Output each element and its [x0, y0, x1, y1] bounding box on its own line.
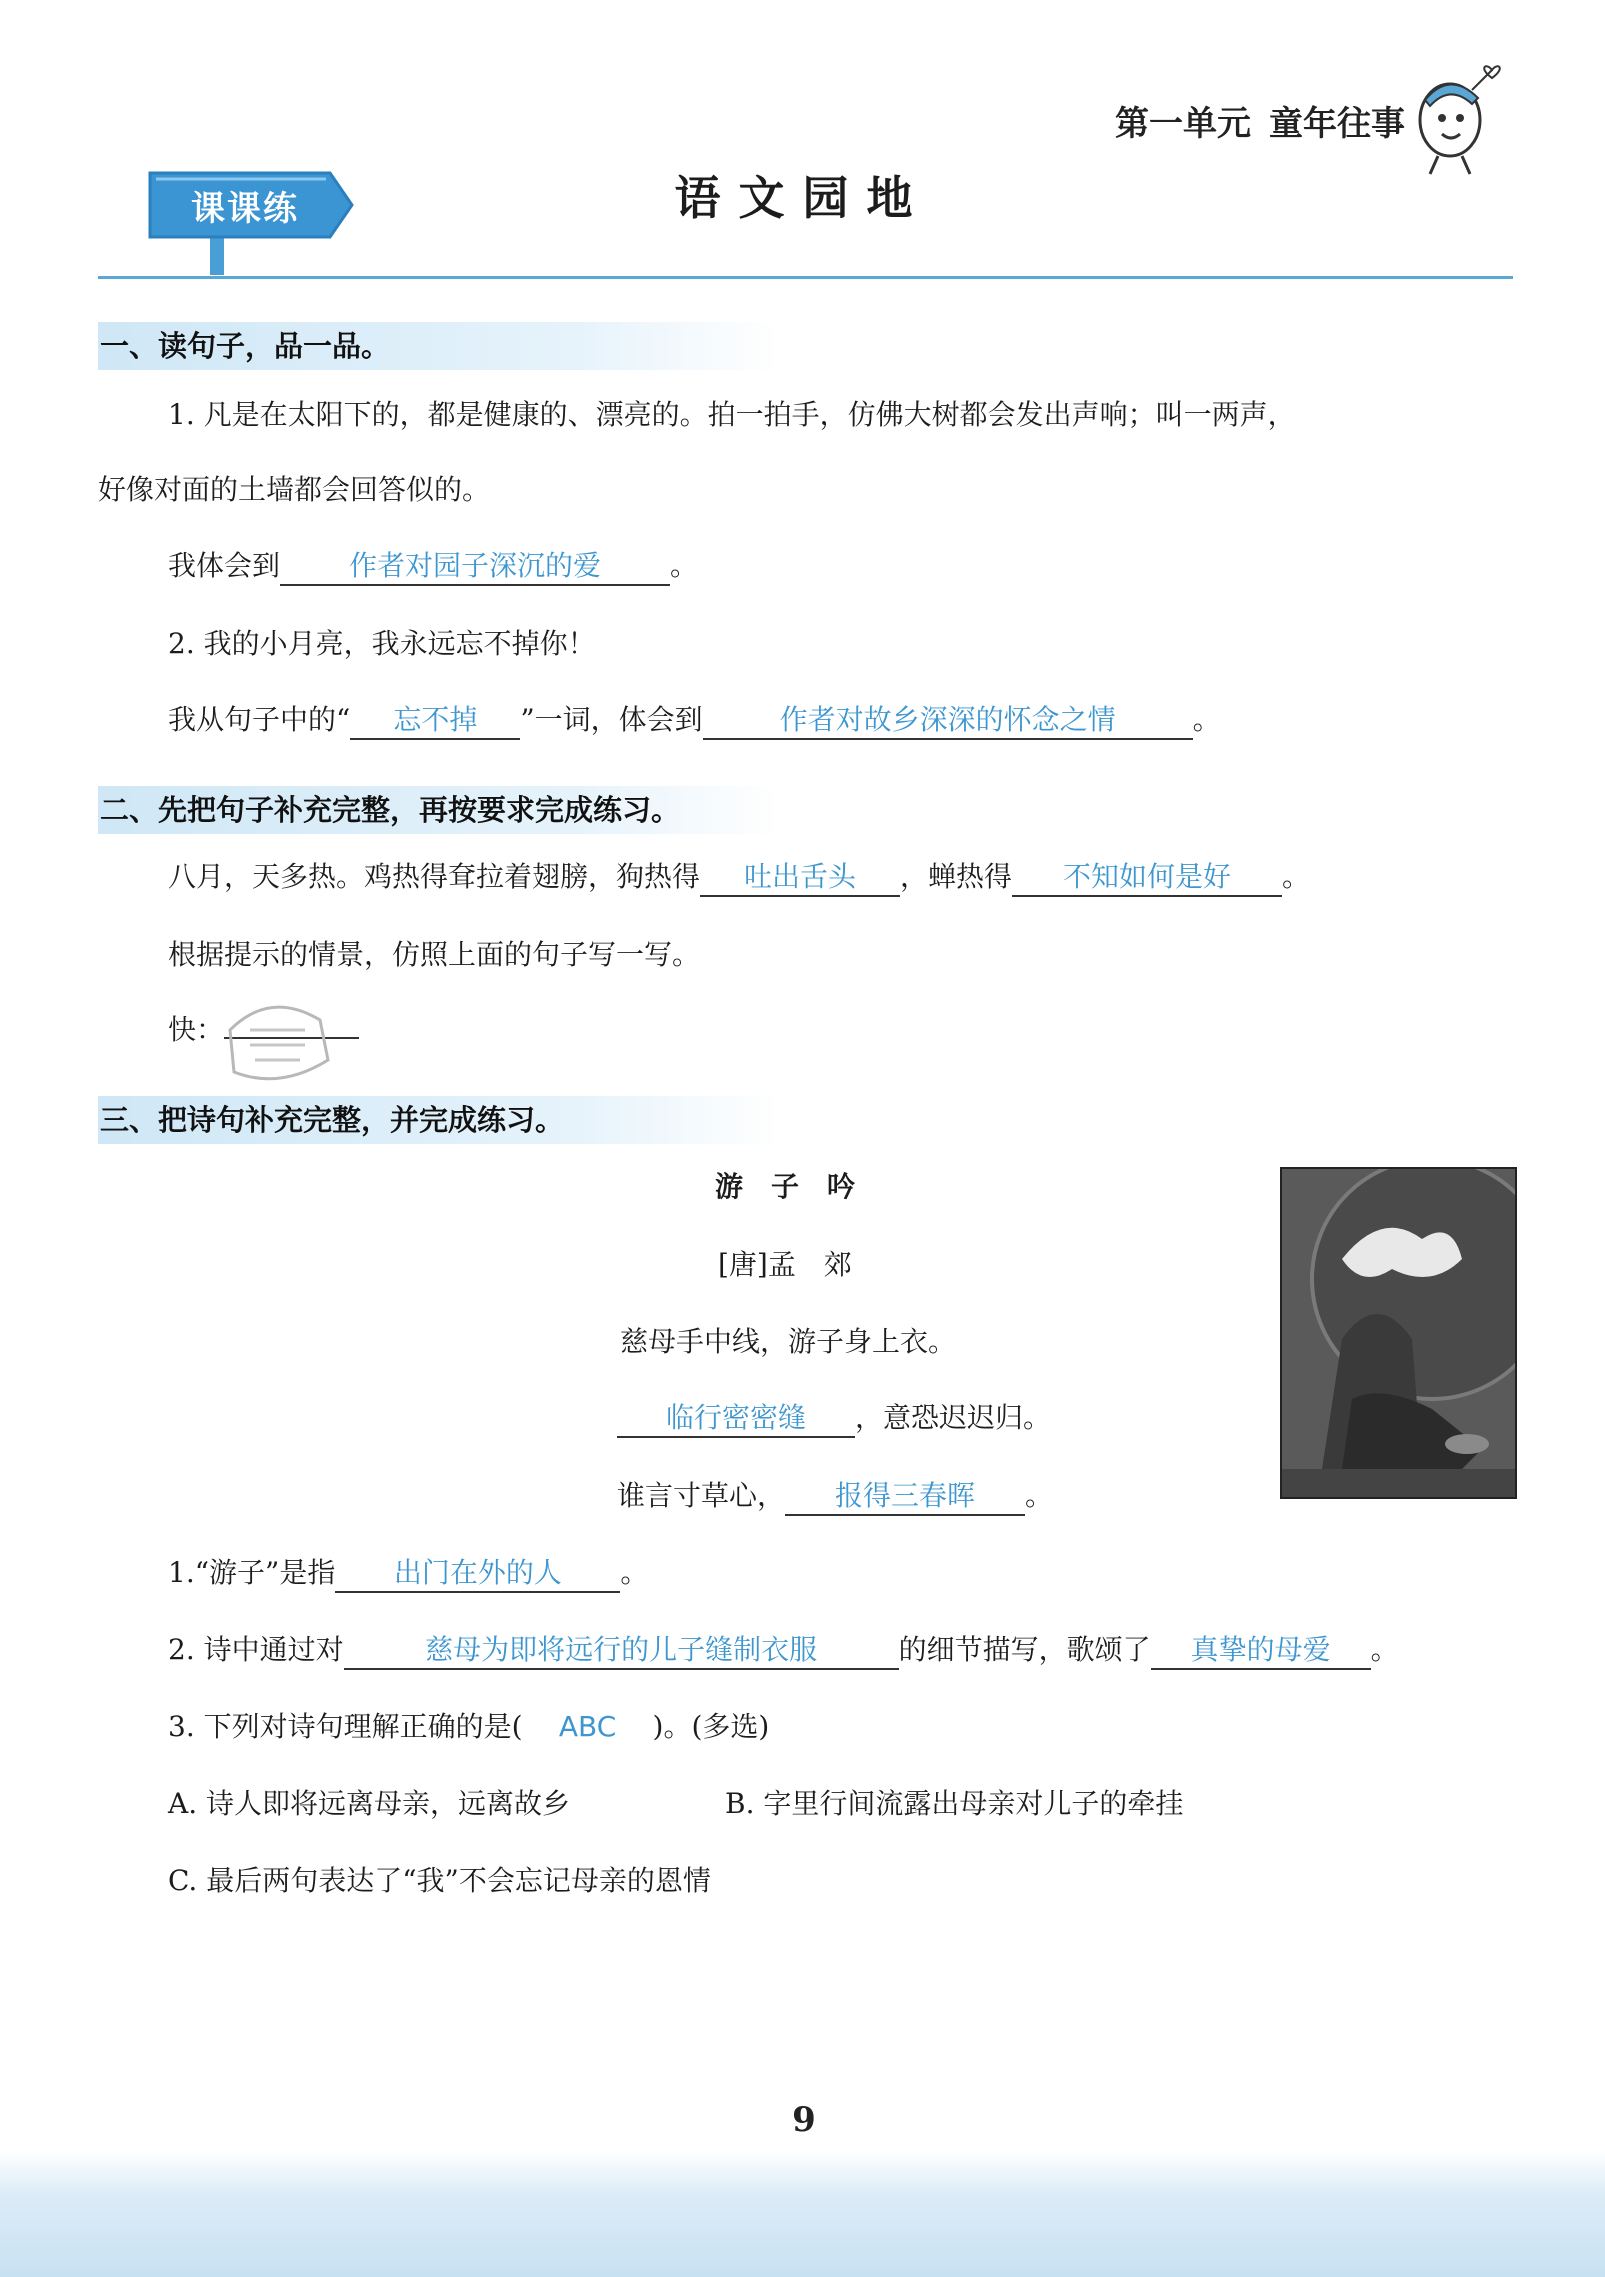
s1-q2-answer-line	[168, 700, 1221, 740]
s1-q1-text-b: 好像对面的土墙都会回答似的。	[98, 473, 491, 506]
s3-q2-line	[168, 1630, 1399, 1670]
s1-q2-blank-a[interactable]: 忘不掉	[350, 702, 520, 740]
poem-author: [唐]孟 郊	[718, 1248, 852, 1281]
s2-fast-label: 快：	[168, 1013, 225, 1046]
poem-line-2-blank[interactable]: 临行密密缝	[617, 1400, 855, 1438]
s2-sentence-end: 。	[1282, 860, 1311, 893]
s3-q1-a: 1.“游子”是指	[168, 1556, 336, 1589]
s2-sentence-a: 八月，天多热。鸡热得耷拉着翅膀，狗热得	[168, 860, 701, 893]
s3-q2-blank-a[interactable]: 慈母为即将远行的儿子缝制衣服	[344, 1632, 899, 1670]
illustration-image-icon	[1282, 1169, 1515, 1497]
s1-q1-answer-line	[168, 546, 698, 586]
s1-q1-text-a: 1. 凡是在太阳下的，都是健康的、漂亮的。拍一拍手，仿佛大树都会发出声响；叫一两声，	[168, 398, 1296, 431]
s1-q2-prompt-a: 我从句子中的“	[168, 703, 351, 736]
s3-q3-b: )。(多选)	[652, 1710, 770, 1743]
s3-q2-end: 。	[1370, 1633, 1399, 1666]
poem-line-1: 慈母手中线，游子身上衣。	[620, 1325, 957, 1358]
unit-theme: 童年往事	[1269, 104, 1405, 144]
watermark-stamp-icon	[210, 990, 340, 1090]
unit-header	[1097, 96, 1405, 145]
s1-q1-prompt: 我体会到	[168, 549, 281, 582]
poem-line-3-blank[interactable]: 报得三春晖	[785, 1478, 1025, 1516]
s3-q1-blank[interactable]: 出门在外的人	[335, 1555, 620, 1593]
section-1-heading: 一、读句子，品一品。	[98, 322, 780, 370]
poem-line-3-end: 。	[1025, 1479, 1054, 1512]
poem-line-3	[617, 1474, 1053, 1516]
s3-option-c: C. 最后两句表达了“我”不会忘记母亲的恩情	[168, 1864, 711, 1897]
s3-q3-a: 3. 下列对诗句理解正确的是(	[168, 1710, 523, 1743]
s1-q1-blank[interactable]: 作者对园子深沉的爱	[280, 548, 670, 586]
page-title: 语文园地	[674, 171, 931, 225]
s3-option-b: B. 字里行间流露出母亲对儿子的牵挂	[725, 1787, 1184, 1820]
s2-blank-a[interactable]: 吐出舌头	[700, 859, 900, 897]
s3-q1-end: 。	[620, 1556, 649, 1589]
s3-q2-a: 2. 诗中通过对	[168, 1633, 344, 1666]
s3-q2-b: 的细节描写，歌颂了	[898, 1633, 1151, 1666]
s1-q2-blank-b[interactable]: 作者对故乡深深的怀念之情	[703, 702, 1193, 740]
s2-blank-b[interactable]: 不知如何是好	[1012, 859, 1282, 897]
s3-q3-line	[168, 1707, 769, 1747]
s1-q2-text: 2. 我的小月亮，我永远忘不掉你！	[168, 627, 596, 660]
s3-option-a: A. 诗人即将远离母亲，远离故乡	[168, 1787, 571, 1820]
s3-q2-blank-b[interactable]: 真挚的母爱	[1151, 1632, 1371, 1670]
s2-instruction: 根据提示的情景，仿照上面的句子写一写。	[168, 938, 701, 971]
illustration-mother-sewing	[1280, 1167, 1517, 1499]
section-2-heading: 二、先把句子补充完整，再按要求完成练习。	[98, 786, 780, 834]
s3-q3-answer[interactable]: ABC	[558, 1710, 617, 1743]
section-3-heading: 三、把诗句补充完整，并完成练习。	[98, 1096, 780, 1144]
poem-line-3-a: 谁言寸草心，	[617, 1479, 786, 1512]
poem-line-2	[617, 1396, 1051, 1438]
page-number: 9	[792, 2100, 816, 2140]
sign-label: 课课练	[191, 189, 299, 229]
poem-title: 游 子 吟	[715, 1170, 856, 1203]
s1-q2-end: 。	[1192, 703, 1221, 736]
s2-sentence-b: ，蝉热得	[900, 860, 1013, 893]
header-rule	[98, 276, 1513, 279]
s3-q1-line	[168, 1553, 648, 1593]
s1-q1-end: 。	[670, 549, 699, 582]
s1-q2-prompt-b: ”一词，体会到	[520, 703, 703, 736]
footer-band	[0, 2150, 1605, 2277]
s2-sentence-line	[168, 857, 1310, 897]
unit-label: 第一单元	[1115, 104, 1251, 144]
poem-line-2-rest: ，意恐迟迟归。	[855, 1401, 1052, 1434]
